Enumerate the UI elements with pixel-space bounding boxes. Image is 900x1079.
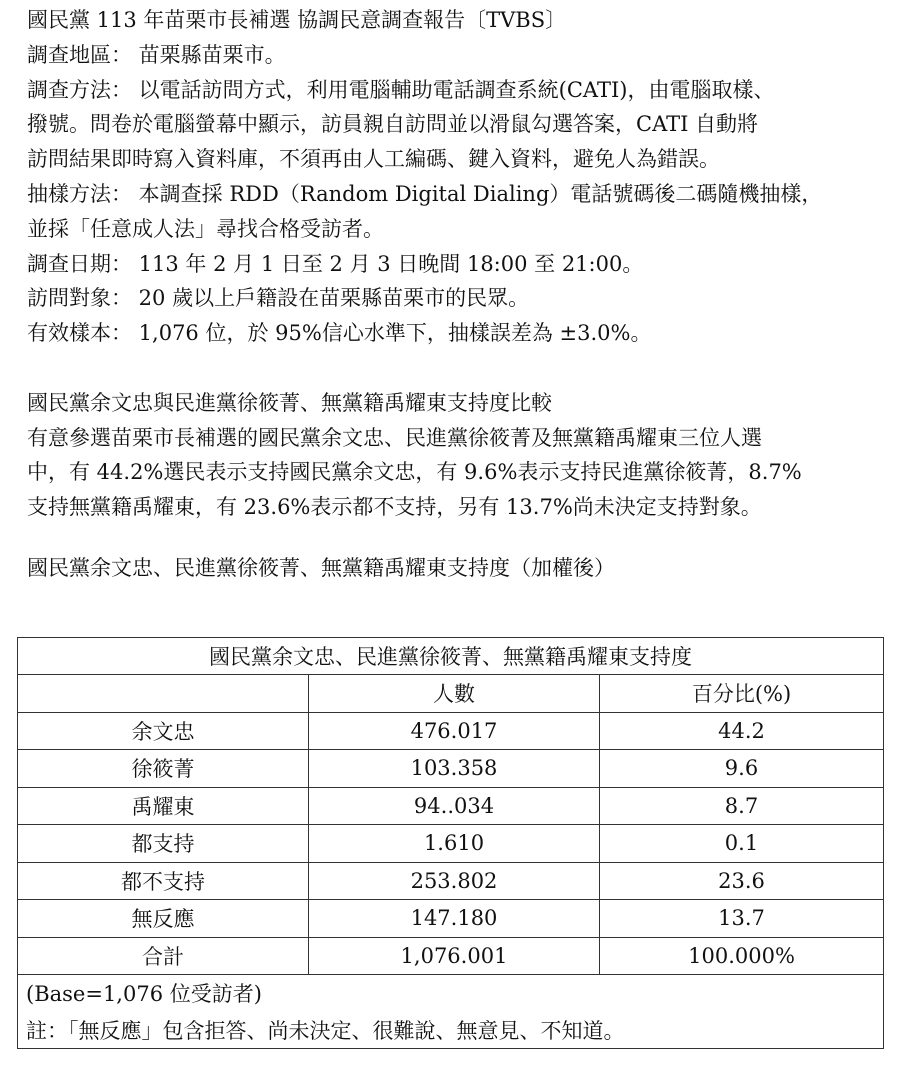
survey-target: 訪問對象： 20 歲以上戶籍設在苗栗縣苗栗市的民眾。 xyxy=(27,286,530,311)
row-label: 徐筱菁 xyxy=(18,750,309,788)
table-header-row xyxy=(18,675,884,713)
row-label: 無反應 xyxy=(18,900,309,938)
support-table xyxy=(17,637,884,1049)
table-row xyxy=(18,712,884,750)
row-count: 94..034 xyxy=(309,787,600,825)
header-blank xyxy=(18,675,309,713)
sampling-method-line-2: 並採「任意成人法」尋找合格受訪者。 xyxy=(27,216,384,241)
table-row xyxy=(18,862,884,900)
footnote: 註：「無反應」包含拒答、尚未決定、很難說、無意見、不知道。 xyxy=(18,1012,884,1049)
table-caption: 國民黨余文忠、民進黨徐筱菁、無黨籍禹耀東支持度（加權後） xyxy=(27,555,615,580)
comparison-text-line-2: 中，有 44.2%選民表示支持國民黨余文忠，有 9.6%表示支持民進黨徐筱菁，8.7% xyxy=(27,460,802,485)
table-base-row xyxy=(18,975,884,1012)
row-percent: 13.7 xyxy=(600,900,884,938)
row-label: 都支持 xyxy=(18,825,309,863)
row-percent: 44.2 xyxy=(600,712,884,750)
table-row xyxy=(18,787,884,825)
row-count: 1,076.001 xyxy=(309,937,600,975)
survey-date: 調查日期： 113 年 2 月 1 日至 2 月 3 日晚間 18:00 至 21:00。 xyxy=(27,251,644,276)
table-total-row xyxy=(18,937,884,975)
row-label: 禹耀東 xyxy=(18,787,309,825)
survey-method-line-2: 撥號。問卷於電腦螢幕中顯示，訪員親自訪問並以滑鼠勾選答案，CATI 自動將 xyxy=(27,112,759,137)
table-row xyxy=(18,750,884,788)
comparison-text-line-1: 有意參選苗栗市長補選的國民黨余文忠、民進黨徐筱菁及無黨籍禹耀東三位人選 xyxy=(27,425,762,450)
comparison-text-line-3: 支持無黨籍禹耀東，有 23.6%表示都不支持，另有 13.7%尚未決定支持對象。 xyxy=(27,495,762,520)
row-percent: 8.7 xyxy=(600,787,884,825)
row-label: 都不支持 xyxy=(18,862,309,900)
survey-area: 調查地區： 苗栗縣苗栗市。 xyxy=(27,42,286,67)
table-row xyxy=(18,825,884,863)
table-title-row xyxy=(18,638,884,675)
sampling-method-line-1: 抽樣方法： 本調查採 RDD（Random Digital Dialing）電話號碼後二碼隨機抽樣， xyxy=(27,181,823,206)
report-title: 國民黨 113 年苗栗市長補選 協調民意調查報告〔TVBS〕 xyxy=(27,8,567,32)
row-percent: 0.1 xyxy=(600,825,884,863)
header-percent: 百分比(%) xyxy=(600,675,884,713)
paragraph-gap xyxy=(27,351,887,386)
table-row xyxy=(18,900,884,938)
row-label: 余文忠 xyxy=(18,712,309,750)
row-count: 147.180 xyxy=(309,900,600,938)
row-percent: 23.6 xyxy=(600,862,884,900)
row-percent: 100.000% xyxy=(600,937,884,975)
valid-sample: 有效樣本： 1,076 位，於 95%信心水準下，抽樣誤差為 ±3.0%。 xyxy=(27,321,652,346)
row-count: 1.610 xyxy=(309,825,600,863)
base-note: (Base=1,076 位受訪者) xyxy=(18,975,884,1012)
table-title: 國民黨余文忠、民進黨徐筱菁、無黨籍禹耀東支持度 xyxy=(18,638,884,675)
table-footnote-row xyxy=(18,1012,884,1049)
header-count: 人數 xyxy=(309,675,600,713)
report-document xyxy=(27,0,887,586)
row-count: 253.802 xyxy=(309,862,600,900)
survey-method-line-3: 訪問結果即時寫入資料庫，不須再由人工編碼、鍵入資料，避免人為錯誤。 xyxy=(27,147,720,172)
survey-method-line-1: 調查方法： 以電話訪問方式，利用電腦輔助電話調查系統(CATI)，由電腦取樣、 xyxy=(27,77,775,102)
row-label: 合計 xyxy=(18,937,309,975)
comparison-heading: 國民黨余文忠與民進黨徐筱菁、無黨籍禹耀東支持度比較 xyxy=(27,390,552,415)
row-count: 103.358 xyxy=(309,750,600,788)
row-count: 476.017 xyxy=(309,712,600,750)
row-percent: 9.6 xyxy=(600,750,884,788)
